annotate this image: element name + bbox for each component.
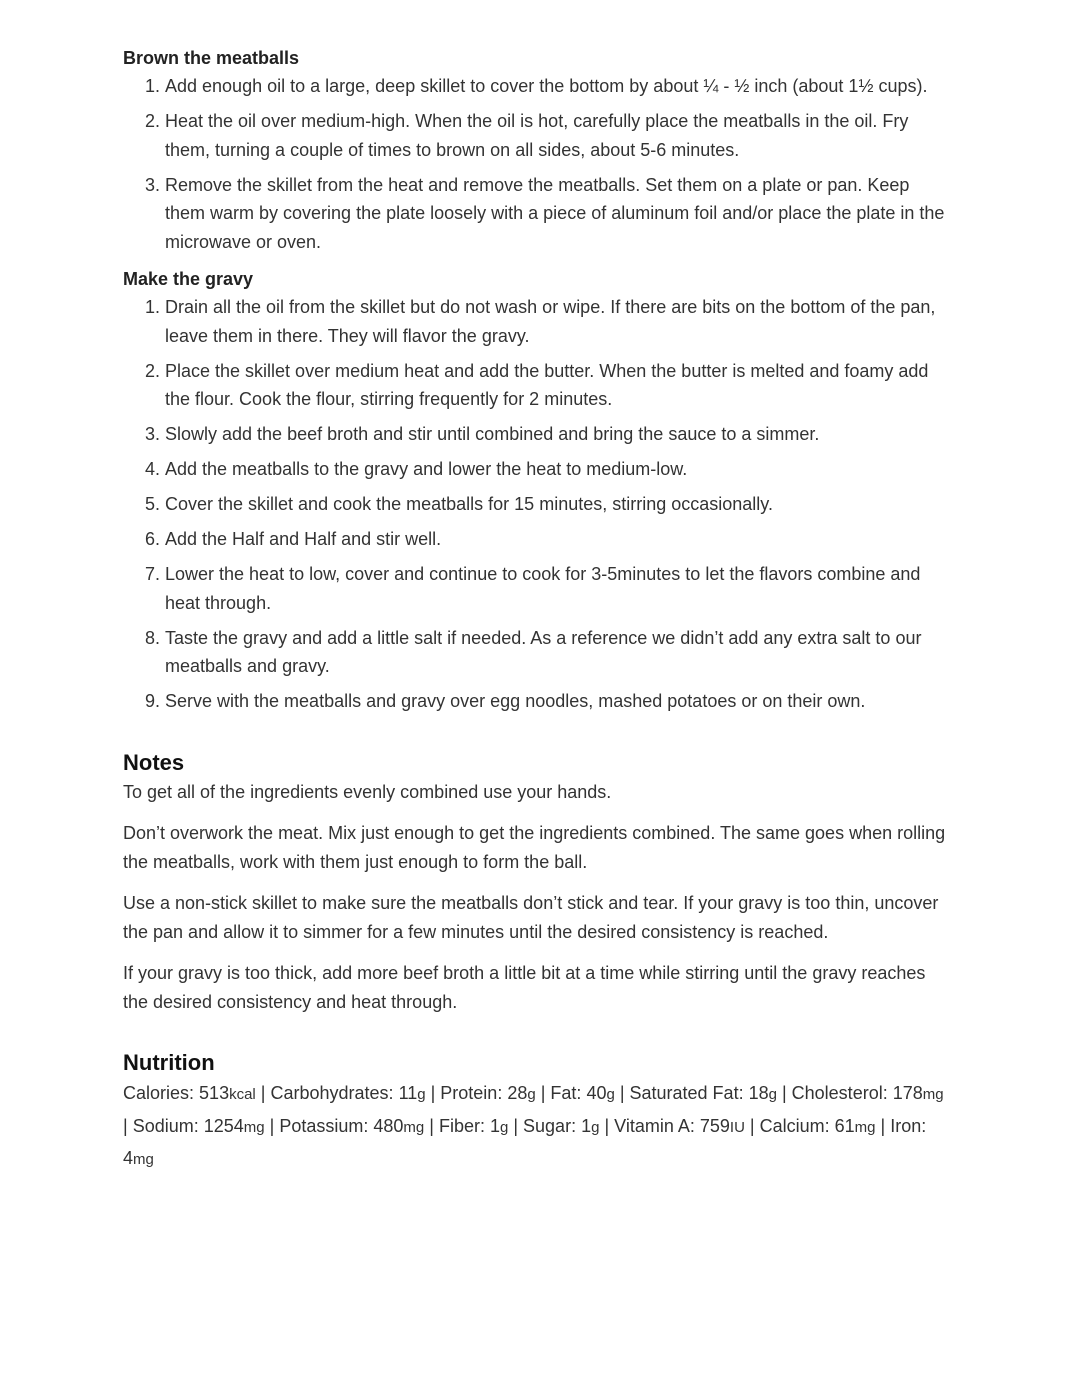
nutrition-unit: g xyxy=(500,1118,509,1136)
nutrition-label: Saturated Fat xyxy=(629,1083,739,1103)
nutrition-unit: mg xyxy=(922,1086,944,1103)
nutrition-unit: IU xyxy=(729,1118,745,1136)
nutrition-value: 28 xyxy=(507,1083,528,1103)
nutrition-separator: | xyxy=(425,1083,441,1103)
nutrition-value: 513 xyxy=(199,1083,230,1103)
nutrition-value: 759 xyxy=(699,1115,730,1136)
nutrition-label: Iron xyxy=(890,1115,922,1136)
nutrition-separator: | xyxy=(776,1083,792,1103)
nutrition-separator: | xyxy=(255,1083,271,1103)
nutrition-value: 1 xyxy=(581,1115,592,1136)
nutrition-item: Carbohydrates: 11g xyxy=(270,1083,426,1103)
notes-section xyxy=(123,748,953,1017)
nutrition-value: 4 xyxy=(123,1148,134,1168)
steps-list-brown xyxy=(123,72,953,256)
nutrition-separator: | xyxy=(535,1083,551,1103)
instruction-group-brown xyxy=(123,44,953,256)
nutrition-value: 18 xyxy=(748,1083,769,1103)
group-title-brown: Brown the meatballs xyxy=(123,48,300,68)
nutrition-unit: mg xyxy=(243,1118,265,1136)
nutrition-unit: g xyxy=(417,1086,426,1103)
nutrition-value: 178 xyxy=(892,1083,923,1103)
nutrition-separator: | xyxy=(875,1115,891,1136)
nutrition-unit: kcal xyxy=(229,1086,256,1103)
nutrition-item: Protein: 28g xyxy=(440,1083,536,1103)
instruction-step: 1. Drain all the oil from the skillet but do not wash or wipe. If there are bits on the bottom of the pan, leave them in there. They will flavor the gravy. xyxy=(165,293,953,350)
instruction-step: 4. Add the meatballs to the gravy and lower the heat to medium-low. xyxy=(165,455,953,484)
nutrition-item: Calcium: 61mg xyxy=(759,1115,876,1136)
nutrition-separator: | xyxy=(599,1115,615,1136)
nutrition-item: Potassium: 480mg xyxy=(279,1115,425,1136)
nutrition-item: Saturated Fat: 18g xyxy=(629,1083,777,1103)
instruction-step: 9. Serve with the meatballs and gravy over egg noodles, mashed potatoes or on their own. xyxy=(165,687,953,716)
instruction-group-gravy xyxy=(123,265,953,716)
nutrition-section xyxy=(123,1048,953,1176)
note-paragraph: To get all of the ingredients evenly combined use your hands. xyxy=(123,781,612,802)
nutrition-value: 1 xyxy=(489,1115,500,1136)
nutrition-separator: | xyxy=(508,1115,524,1136)
nutrition-unit: g xyxy=(591,1118,600,1136)
nutrition-unit: g xyxy=(768,1086,777,1103)
instruction-step: 2. Place the skillet over medium heat and add the butter. When the butter is melted and foamy add the flour. Cook the flour, stirring frequently for 2 minutes. xyxy=(165,357,953,414)
nutrition-item: Sugar: 1g xyxy=(523,1115,600,1136)
nutrition-item: Iron: 4mg xyxy=(123,1115,927,1168)
nutrition-value: 61 xyxy=(834,1115,855,1136)
nutrition-separator: | xyxy=(744,1115,760,1136)
nutrition-unit: mg xyxy=(133,1151,154,1168)
instruction-step: 6. Add the Half and Half and stir well. xyxy=(165,525,953,554)
nutrition-separator: | xyxy=(424,1115,439,1136)
note-paragraph: If your gravy is too thick, add more beef broth a little bit at a time while stirring until the gravy reaches the desired consistency and heat through. xyxy=(123,963,926,1012)
nutrition-item: Sodium: 1254mg xyxy=(132,1115,265,1136)
nutrition-facts xyxy=(123,1078,953,1176)
note-paragraph: Don’t overwork the meat. Mix just enough to get the ingredients combined. The same goes when rolling the meatballs, work with them just enough to form the ball. xyxy=(123,823,946,872)
nutrition-item: Fiber: 1g xyxy=(438,1115,509,1136)
nutrition-unit: g xyxy=(606,1086,615,1103)
steps-list-gravy xyxy=(123,293,953,716)
nutrition-label: Vitamin A xyxy=(614,1115,690,1136)
nutrition-separator: | xyxy=(614,1083,630,1103)
nutrition-value: 40 xyxy=(586,1083,607,1103)
nutrition-unit: mg xyxy=(854,1118,876,1136)
nutrition-unit: mg xyxy=(403,1118,425,1136)
instruction-step: 5. Cover the skillet and cook the meatballs for 15 minutes, stirring occasionally. xyxy=(165,490,953,519)
instruction-step: 1. Add enough oil to a large, deep skillet to cover the bottom by about ¼ - ½ inch (about 1½ cups). xyxy=(165,72,953,101)
instruction-step: 3. Slowly add the beef broth and stir until combined and bring the sauce to a simmer. xyxy=(165,420,953,449)
nutrition-label: Protein xyxy=(440,1083,498,1103)
nutrition-value: 480 xyxy=(373,1115,404,1136)
nutrition-label: Sodium xyxy=(132,1115,194,1136)
instruction-step: 2. Heat the oil over medium-high. When the oil is hot, carefully place the meatballs in the oil. Fry them, turning a couple of times to brown on all sides, about 5-6 minutes. xyxy=(165,107,953,164)
instruction-step: 3. Remove the skillet from the heat and remove the meatballs. Set them on a plate or pan. Keep them warm by covering the plate loosely with a piece of aluminum foil and/or place the plate in the microwave or oven. xyxy=(165,171,953,257)
nutrition-label: Carbohydrates xyxy=(270,1083,389,1103)
nutrition-item: Fat: 40g xyxy=(550,1083,615,1103)
instruction-step: 7. Lower the heat to low, cover and continue to cook for 3-5minutes to let the flavors combine and heat through. xyxy=(165,560,953,617)
recipe-instructions xyxy=(123,44,953,1176)
nutrition-unit: g xyxy=(527,1086,536,1103)
nutrition-label: Potassium xyxy=(279,1115,364,1136)
nutrition-value: 1254 xyxy=(203,1115,244,1136)
nutrition-separator: | xyxy=(123,1115,133,1136)
nutrition-label: Calories xyxy=(123,1083,190,1103)
group-title-gravy: Make the gravy xyxy=(123,269,254,289)
nutrition-label: Fiber xyxy=(438,1115,480,1136)
nutrition-item: Vitamin A: 759IU xyxy=(614,1115,745,1136)
nutrition-label: Sugar xyxy=(523,1115,572,1136)
instruction-step: 8. Taste the gravy and add a little salt if needed. As a reference we didn’t add any extra salt to our meatballs and gravy. xyxy=(165,624,953,681)
nutrition-item: Cholesterol: 178mg xyxy=(791,1083,944,1103)
nutrition-item: Calories: 513kcal xyxy=(123,1083,256,1103)
nutrition-label: Calcium xyxy=(759,1115,825,1136)
nutrition-separator: | xyxy=(264,1115,280,1136)
nutrition-heading: Nutrition xyxy=(123,1050,215,1075)
notes-heading: Notes xyxy=(123,749,185,775)
nutrition-value: 11 xyxy=(398,1083,418,1103)
nutrition-label: Cholesterol xyxy=(791,1083,883,1103)
note-paragraph: Use a non-stick skillet to make sure the meatballs don’t stick and tear. If your gravy is too thin, uncover the pan and allow it to simmer for a few minutes until the desired consistency is reached. xyxy=(123,893,939,942)
nutrition-label: Fat xyxy=(550,1083,577,1103)
